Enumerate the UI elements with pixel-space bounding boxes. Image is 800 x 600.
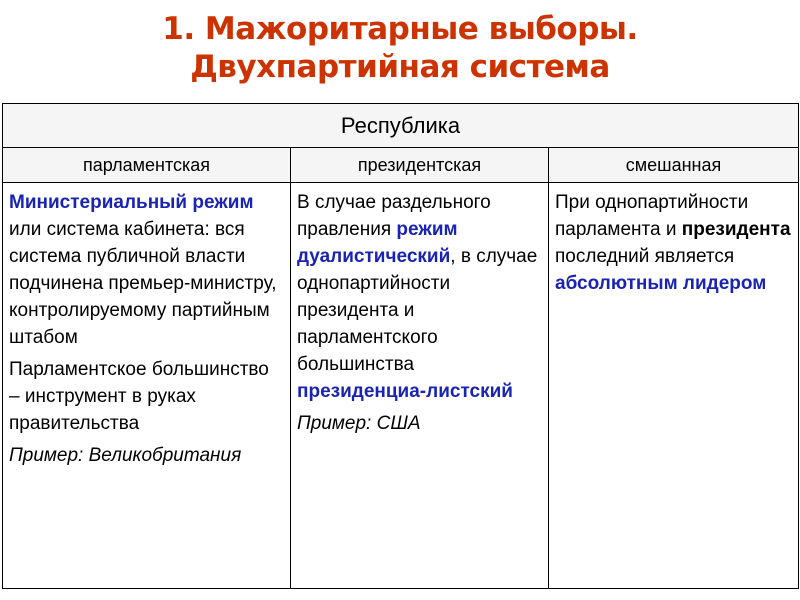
column-header-mixed: смешанная (549, 148, 799, 183)
mixed-text-1: При однопартийности парламента и (555, 192, 749, 240)
mixed-paragraph-1 (555, 189, 792, 297)
absolute-leader-term: абсолютным лидером (555, 273, 767, 294)
cell-mixed (549, 183, 799, 589)
parliamentary-text-1: или система кабинета: вся система публичной власти подчинена премьер-министру, контролируемому партийным штабом (9, 219, 277, 348)
presidential-text-1: В случае раздельного правления (297, 192, 491, 240)
parliamentary-example: Пример: Великобритания (9, 445, 242, 466)
mixed-text-2: последний является (555, 246, 735, 267)
parliamentary-paragraph-1 (9, 189, 284, 351)
title-line-1: 1. Мажоритарные выборы. (162, 11, 638, 47)
title-line-2: Двухпартийная система (190, 49, 610, 85)
presidential-text-2: , в случае однопартийности президента и парламентского большинства (297, 246, 538, 375)
ministerial-regime-term: Министериальный режим (9, 192, 254, 213)
president-term: президента (681, 219, 791, 240)
column-header-parliamentary: парламентская (3, 148, 291, 183)
presidential-paragraph-1 (297, 189, 542, 405)
presidential-term: президенциа-листский (297, 381, 513, 402)
parliamentary-paragraph-2: Парламентское большинство – инструмент в руках правительства (9, 359, 269, 434)
dualistic-regime-term: режим дуалистический (297, 219, 458, 267)
table-header-republic: Республика (3, 104, 799, 148)
cell-presidential (291, 183, 549, 589)
column-header-presidential: президентская (291, 148, 549, 183)
presidential-example: Пример: США (297, 413, 421, 434)
cell-parliamentary (3, 183, 291, 589)
slide-title (0, 10, 800, 86)
comparison-table (2, 103, 799, 589)
